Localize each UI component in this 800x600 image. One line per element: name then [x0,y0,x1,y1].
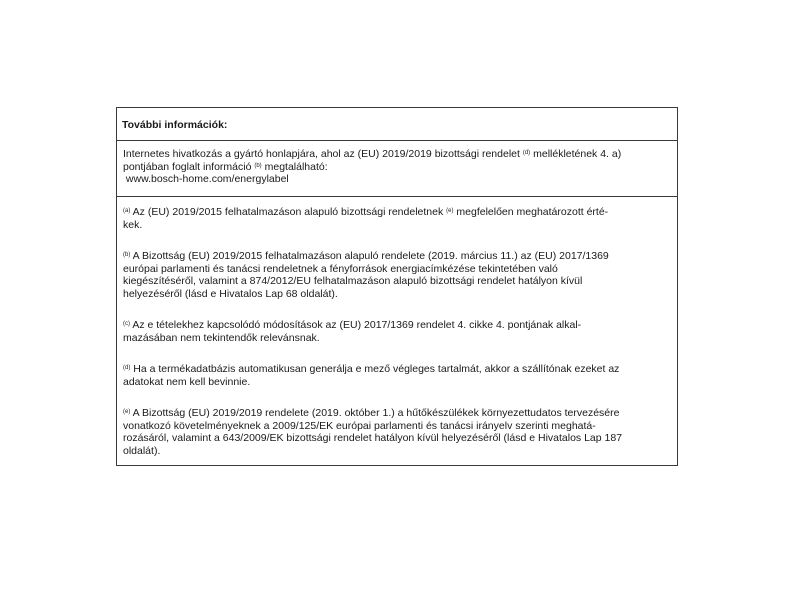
footnote-b: $^{(b)}$ A Bizottság (EU) 2019/2015 felhatalmazáson alapuló rendelete (2019. március 11.) az (EU) 2017/1369 európai parlamenti és tanácsi rendeletnek a fényforrások energiacímkézése tekintetében való kiegészítéséről, valamint a 874/2012/EU felhatalmazáson alapuló bizottsági rendelet hatályon kívül helyezéséről (lásd e Hivatalos Lap 68 oldalát). [123,250,609,300]
footnote-marker: (b) [123,252,131,258]
manufacturer-url[interactable]: www.bosch-home.com/energylabel [125,173,289,185]
table-heading: További információk: [122,119,228,131]
footnote-ref-d: (d) [522,150,531,156]
table-heading-row [117,108,677,141]
footnote-a: $^{(a)}$ Az (EU) 2019/2015 felhatalmazáson alapuló bizottsági rendeletnek $^{(e)}$ megfelelően meghatározott érté- kek. [123,206,609,231]
footnote-marker: (e) [123,409,131,415]
additional-info-table [116,107,678,466]
internet-reference-line-2: pontjában foglalt információ $^{(b)}$ megtalálható: [123,160,328,173]
footnote-ref-b: (b) [254,162,262,169]
footnote-marker: (a) [123,208,131,214]
footnote-ref-e: (e) [446,208,454,214]
footnote-marker: (d) [123,365,131,371]
internet-reference-row [117,141,677,197]
footnote-d: $^{(d)}$ Ha a termékadatbázis automatikusan generálja e mező végleges tartalmát, akkor a szállítónak ezeket az adatokat nem kell bevinnie. [123,363,620,388]
footnotes-row [117,197,677,465]
internet-reference-line-1: Internetes hivatkozás a gyártó honlapjára, ahol az (EU) 2019/2019 bizottsági rendelet $^{(d)}$ mellékletének 4. a) [123,148,622,160]
footnote-marker: (c) [123,321,130,327]
footnote-e: $^{(e)}$ A Bizottság (EU) 2019/2019 rendelete (2019. október 1.) a hűtőkészülékek környezettudatos tervezésére vonatkozó követelményeknek a 2009/125/EK európai parlamenti és tanácsi irányelv szerinti meghatá- rozásáról, valamint a 643/2009/EK bizottsági rendelet hatályon kívül helyezéséről (lásd e Hivatalos Lap 187 oldalát). [123,407,623,457]
footnote-c: $^{(c)}$ Az e tételekhez kapcsolódó módosítások az (EU) 2017/1369 rendelet 4. cikke 4. pontjának alkal- mazásában nem tekintendők relevánsnak. [123,319,582,344]
